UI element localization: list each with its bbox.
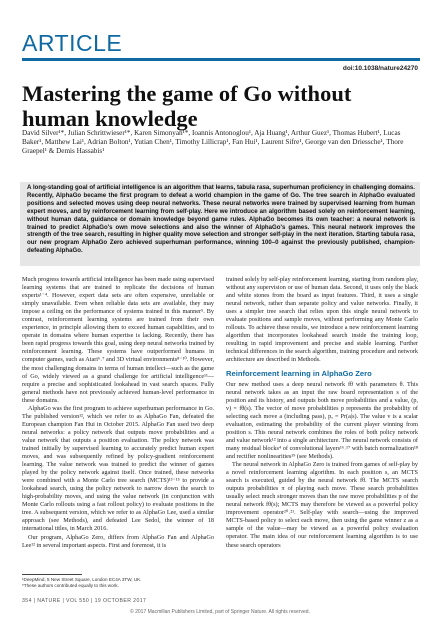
paragraph: AlphaGo was the first program to achieve superhuman performance in Go. The published version¹², which we refer to as AlphaGo Fan, defeated the European champion Fan Hui in October 2015. AlphaGo Fan used two deep neural networks: a policy network that outputs move probabilities and a value network that outputs a position evaluation. The policy network was trained initially by supervised learning to accurately predict human expert moves, and was subsequently refined by policy-gradient reinforcement learning. The value network was trained to predict the winner of games played by the policy network against itself. Once trained, these networks were combined with a Monte Carlo tree search (MCTS)¹³⁻¹⁵ to provide a lookahead search, using the policy network to narrow down the search to high-probability moves, and using the value network (in conjunction with Monte Carlo rollouts using a fast rollout policy) to evaluate positions in the tree. A subsequent version, which we refer to as AlphaGo Lee, used a similar approach (see Methods), and defeated Lee Sedol, the winner of 18 international titles, in March 2016. (22, 404, 214, 533)
copyright-notice: © 2017 Macmillan Publishers Limited, part of Springer Nature. All rights reserved. (130, 609, 310, 615)
header-rule (22, 58, 420, 61)
section-heading: Reinforcement learning in AlphaGo Zero (226, 368, 372, 378)
abstract-text: A long-standing goal of artificial intelligence is an algorithm that learns, tabula rasa, superhuman proficiency in challenging domains. Recently, AlphaGo became the first program to defeat a world champion in the game of Go. The tree search in AlphaGo evaluated positions and selected moves using deep neural networks. These neural networks were trained by supervised learning from human expert moves, and by reinforcement learning from self-play. Here we introduce an algorithm based solely on reinforcement learning, without human data, guidance or domain knowledge beyond game rules. AlphaGo becomes its own teacher: a neural network is trained to predict AlphaGo's own move selections and also the winner of AlphaGo's games. This neural network improves the strength of the tree search, resulting in higher quality move selection and stronger self-play in the next iteration. Starting tabula rasa, our new program AlphaGo Zero achieved superhuman performance, winning 100–0 against the previously published, champion-defeating AlphaGo. (27, 184, 415, 255)
footnote-rule (22, 574, 82, 575)
right-column (226, 276, 418, 550)
doi-label[interactable]: doi:10.1038/nature24270 (342, 65, 418, 72)
page-footer-info: 354 | NATURE | VOL 550 | 19 OCTOBER 2017 (22, 598, 147, 604)
paragraph: Much progress towards artificial intelligence has been made using supervised learning systems that are trained to replicate the decisions of human experts¹⁻⁴. However, expert data sets are often expensive, unreliable or simply unavailable. Even when reliable data sets are available, they may impose a ceiling on the performance of systems trained in this manner⁵. By contrast, reinforcement learning systems are trained from their own experience, in principle allowing them to exceed human capabilities, and to operate in domains where human expertise is lacking. Recently, there has been rapid progress towards this goal, using deep neural networks trained by reinforcement learning. These systems have outperformed humans in computer games, such as Atari⁶˒⁷ and 3D virtual environments⁸⁻¹⁰. However, the most challenging domains in terms of human intellect—such as the game of Go, widely viewed as a grand challenge for artificial intelligence¹¹—require a precise and sophisticated lookahead in vast search spaces. Fully general methods have not previously achieved human-level performance in these domains. (22, 276, 214, 404)
article-title: Mastering the game of Go without human knowledge (22, 81, 352, 131)
left-column (22, 276, 214, 550)
paragraph: Our new method uses a deep neural network fθ with parameters θ. This neural network takes as an input the raw board representation s of the position and its history, and outputs both move probabilities and a value, (p, v) = fθ(s). The vector of move probabilities p represents the probability of selecting each move a (including pass), pₐ = Pr(a|s). The value v is a scalar evaluation, estimating the probability of the current player winning from position s. This neural network combines the roles of both policy network and value network¹² into a single architecture. The neural network consists of many residual blocks⁴ of convolutional layers¹⁶˒¹⁷ with batch normalization¹⁸ and rectifier nonlinearities¹⁹ (see Methods). (226, 380, 418, 460)
article-type-label: ARTICLE (22, 30, 123, 56)
footnote-affiliation: ¹DeepMind, 5 New Street Square, London EC4A 3TW, UK. (22, 577, 142, 582)
paragraph: trained solely by self-play reinforcement learning, starting from random play, without any supervision or use of human data. Second, it uses only the black and white stones from the board as input features. Third, it uses a single neural network, rather than separate policy and value networks. Finally, it uses a simpler tree search that relies upon this single neural network to evaluate positions and sample moves, without performing any Monte Carlo rollouts. To achieve these results, we introduce a new reinforcement learning algorithm that incorporates lookahead search inside the training loop, resulting in rapid improvement and precise and stable learning. Further technical differences in the search algorithm, training procedure and network architecture are described in Methods. (226, 276, 418, 364)
footnotes (22, 577, 222, 589)
author-list: David Silver¹*, Julian Schrittwieser¹*, Karen Simonyan¹*, Ioannis Antonoglou¹, Aja Huang¹, Arthur Guez¹, Thomas Hubert¹, Lucas Baker¹, Matthew Lai¹, Adrian Bolton¹, Yutian Chen¹, Timothy Lillicrap¹, Fan Hui¹, Laurent Sifre¹, George van den Driessche¹, Thore Graepel¹ & Demis Hassabis¹ (22, 129, 404, 156)
paragraph: The neural network in AlphaGo Zero is trained from games of self-play by a novel reinforcement learning algorithm. In each position s, an MCTS search is executed, guided by the neural network fθ. The MCTS search outputs probabilities π of playing each move. These search probabilities usually select much stronger moves than the raw move probabilities p of the neural network fθ(s); MCTS may therefore be viewed as a powerful policy improvement operator²⁰˒²¹. Self-play with search—using the improved MCTS-based policy to select each move, then using the game winner z as a sample of the value—may be viewed as a powerful policy evaluation operator. The main idea of our reinforcement learning algorithm is to use these search operators (226, 461, 418, 549)
paragraph: Our program, AlphaGo Zero, differs from AlphaGo Fan and AlphaGo Lee¹² in several important aspects. First and foremost, it is (22, 533, 214, 549)
footnote-equal-contribution: *These authors contributed equally to this work. (22, 583, 119, 589)
